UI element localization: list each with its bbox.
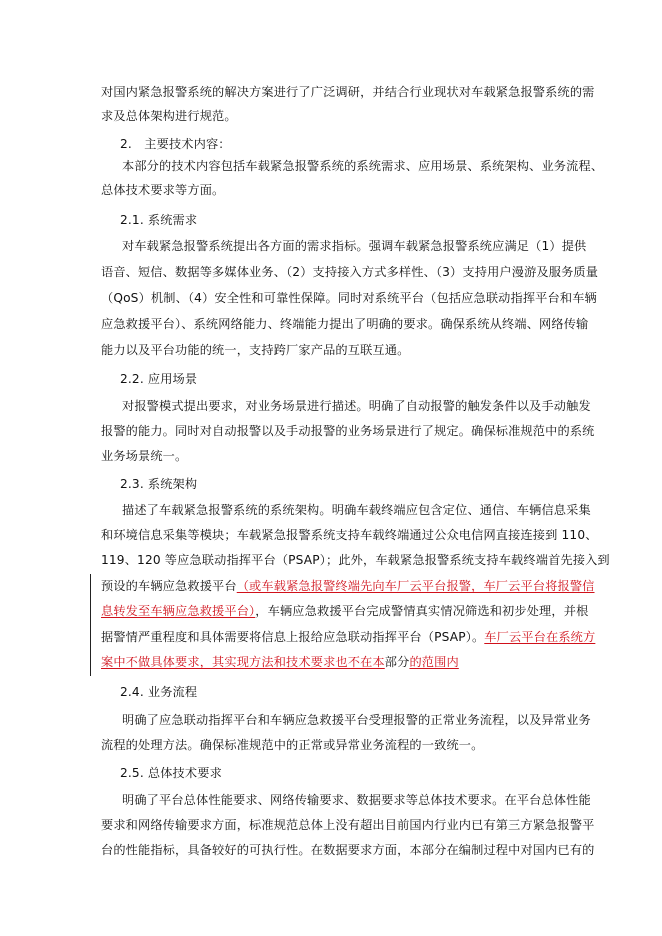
- text-line: 能力以及平台功能的统一，支持跨厂家产品的互联互通。: [101, 343, 410, 357]
- text-line: 总体技术要求等方面。: [101, 183, 225, 197]
- text-line: 流程的处理方法。确保标准规范中的正常或异常业务流程的一致统一。: [101, 738, 484, 752]
- text-line: 和环境信息采集等模块；车载紧急报警系统支持车载终端通过公众电信网直接连接到 110、: [101, 528, 598, 542]
- inserted-text: （或车载紧急报警终端先向车厂云平台报警，车厂云平台将报警信: [236, 579, 595, 593]
- inserted-text: 案中不做具体要求，其实现方法和技术要求也不在本: [101, 655, 385, 669]
- inserted-text: 息转发至车辆应急救援平台）: [101, 604, 256, 618]
- revised-text: 据警情严重程度和具体需要将信息上报给应急联动指挥平台（PSAP）。: [101, 630, 485, 644]
- text-line: 台的性能指标，具备较好的可执行性。在数据要求方面，本部分在编制过程中对国内已有的: [101, 843, 595, 857]
- revised-text: 部分: [384, 655, 410, 669]
- text-line: 119、120 等应急联动指挥平台（PSAP）；此外，车载紧急报警系统支持车载终端首先接入到: [101, 553, 610, 567]
- text-line: 明确了平台总体性能要求、网络传输要求、数据要求等总体技术要求。在平台总体性能: [122, 793, 591, 807]
- section-heading-2-4: 2.4. 业务流程: [120, 685, 198, 699]
- text-line: 对国内紧急报警系统的解决方案进行了广泛调研，并结合行业现状对车载紧急报警系统的需: [101, 85, 595, 99]
- text-line: 对车载紧急报警系统提出各方面的需求指标。强调车载紧急报警系统应满足（1）提供: [122, 239, 587, 253]
- text-line: 明确了应急联动指挥平台和车辆应急救援平台受理报警的正常业务流程，以及异常业务: [122, 713, 591, 727]
- text-line: 本部分的技术内容包括车载紧急报警系统的系统需求、应用场景、系统架构、业务流程、: [122, 159, 604, 173]
- text-line: 求及总体架构进行规范。: [101, 109, 237, 123]
- inserted-text: 的范围内: [409, 655, 459, 669]
- section-heading-2-1: 2.1. 系统需求: [120, 213, 198, 227]
- section-heading-2-2: 2.2. 应用场景: [120, 372, 198, 386]
- section-heading-2-5: 2.5. 总体技术要求: [120, 766, 222, 780]
- text-line: 要求和网络传输要求方面，标准规范总体上没有超出目前国内行业内已有第三方紧急报警平: [101, 818, 595, 832]
- text-line: 描述了车载紧急报警系统的系统架构。明确车载终端应包含定位、通信、车辆信息采集: [122, 503, 591, 517]
- revised-line: [0, 652, 662, 672]
- text-line: 报警的能力。同时对自动报警以及手动报警的业务场景进行了规定。确保标准规范中的系统: [101, 424, 595, 438]
- text-line: 对报警模式提出要求，对业务场景进行描述。明确了自动报警的触发条件以及手动触发: [122, 399, 591, 413]
- revised-text: ，车辆应急救援平台完成警情真实情况筛选和初步处理，并根: [255, 604, 589, 618]
- text-line: （QoS）机制、（4）安全性和可靠性保障。同时对系统平台（包括应急联动指挥平台和车辆: [101, 291, 597, 305]
- revised-line: [0, 627, 662, 647]
- text-line: 业务场景统一。: [101, 449, 188, 463]
- text-line: 语音、短信、数据等多媒体业务、（2）支持接入方式多样性、（3）支持用户漫游及服务质量: [101, 265, 599, 279]
- revised-line: [0, 601, 662, 621]
- section-heading-2-3: 2.3. 系统架构: [120, 477, 198, 491]
- section-heading-2: 2. 主要技术内容：: [120, 137, 231, 151]
- text-line: 应急救援平台）、系统网络能力、终端能力提出了明确的要求。确保系统从终端、网络传输: [101, 317, 589, 331]
- revised-line: [0, 576, 662, 596]
- revised-text: 预设的车辆应急救援平台: [101, 579, 237, 593]
- inserted-text: 车厂云平台在系统方: [484, 630, 596, 644]
